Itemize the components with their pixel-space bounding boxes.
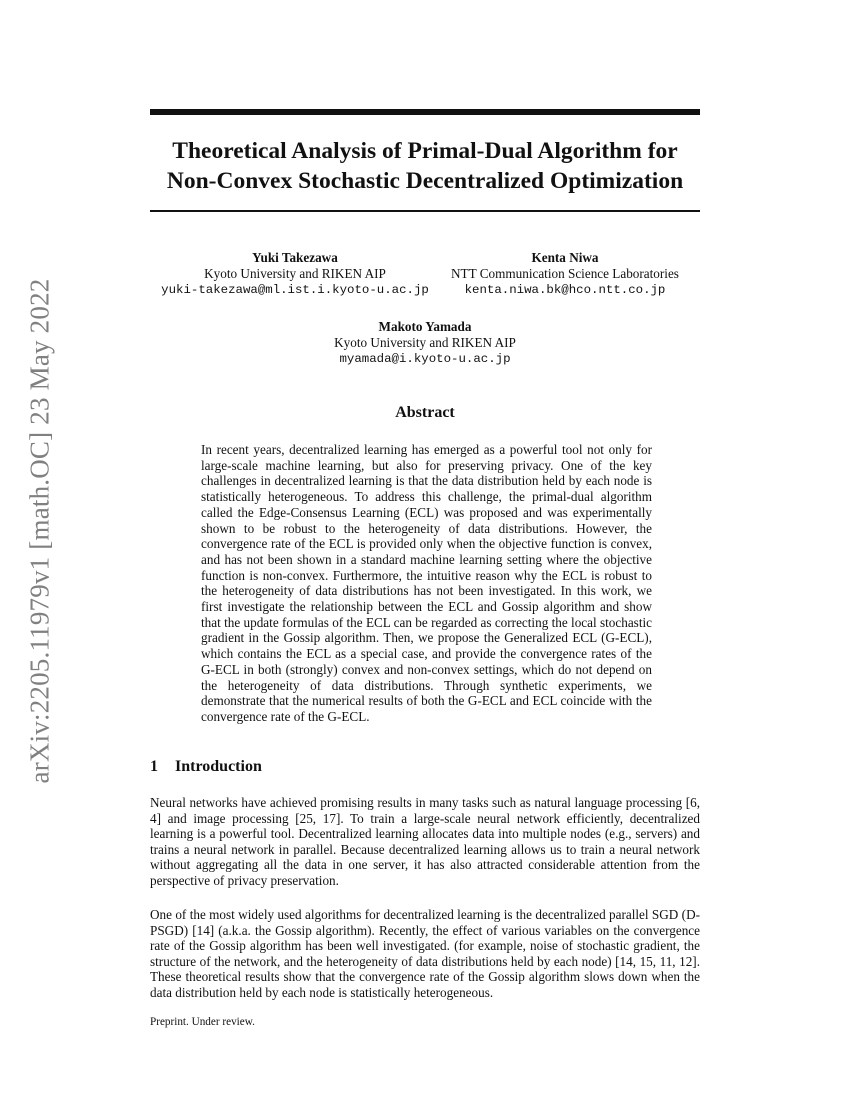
author-email: myamada@i.kyoto-u.ac.jp	[339, 352, 511, 366]
author-name: Makoto Yamada	[378, 319, 472, 334]
author-affiliation: NTT Communication Science Laboratories	[451, 266, 679, 281]
section-heading	[150, 758, 262, 776]
title-bottom-rule	[150, 210, 700, 212]
footer-note: Preprint. Under review.	[150, 1016, 255, 1028]
abstract-text: In recent years, decentralized learning has emerged as a powerful tool not only for large-scale machine learning, but also for preserving privacy. One of the key challenges in decentralized learning is that the data distribution held by each node is statistically heterogeneous. To address this challenge, the primal-dual algorithm called the Edge-Consensus Learning (ECL) was proposed and was experimentally shown to be robust to the heterogeneity of data distributions. However, the convergence rate of the ECL is provided only when the objective function is convex, and has not been shown in a standard machine learning setting where the objective function is non-convex. Furthermore, the intuitive reason why the ECL is robust to the heterogeneity of data distributions has not been investigated. In this work, we first investigate the relationship between the ECL and Gossip algorithm and show that the update formulas of the ECL can be regarded as correcting the local stochastic gradient in the Gossip algorithm. Then, we propose the Generalized ECL (G-ECL), which contains the ECL as a special case, and provide the convergence rates of the G-ECL in both (strongly) convex and non-convex settings, which do not depend on the heterogeneity of data distributions. Through synthetic experiments, we demonstrate that the numerical results of both the G-ECL and ECL coincide with the convergence rate of the G-ECL.	[201, 442, 652, 724]
body-paragraph: One of the most widely used algorithms for decentralized learning is the decentralized parallel SGD (D-PSGD) [14] (a.k.a. the Gossip algorithm). Recently, the effect of various variables on the convergence rate of the Gossip algorithm has been well investigated. (for example, noise of stochastic gradient, the structure of the network, and the heterogeneity of data distributions held by each node) [14, 15, 11, 12]. These theoretical results show that the convergence rate of the Gossip algorithm slows down when the data distribution held by each node is statistically heterogeneous.	[150, 907, 700, 1000]
author-name: Kenta Niwa	[531, 250, 599, 265]
author-block-1	[150, 250, 440, 298]
section-title: Introduction	[175, 758, 262, 775]
section-number: 1	[150, 758, 158, 775]
author-name: Yuki Takezawa	[252, 250, 338, 265]
author-affiliation: Kyoto University and RIKEN AIP	[334, 335, 516, 350]
author-email: yuki-takezawa@ml.ist.i.kyoto-u.ac.jp	[161, 283, 429, 297]
abstract-heading: Abstract	[395, 404, 455, 421]
author-email: kenta.niwa.bk@hco.ntt.co.jp	[464, 283, 666, 297]
paper-title: Theoretical Analysis of Primal-Dual Algorithm for Non-Convex Stochastic Decentralized Optimization	[166, 138, 684, 194]
body-paragraph: Neural networks have achieved promising results in many tasks such as natural language processing [6, 4] and image processing [25, 17]. To train a large-scale neural network efficiently, decentralized learning is a powerful tool. Decentralized learning allocates data into multiple nodes (e.g., servers) and trains a neural network in parallel. Because decentralized learning allows us to train a neural network without aggregating all the data in one server, it has also attracted considerable attention from the perspective of privacy preservation.	[150, 795, 700, 888]
arxiv-identifier: arXiv:2205.11979v1 [math.OC] 23 May 2022	[24, 278, 55, 784]
author-block-2	[440, 250, 690, 298]
author-block-3	[150, 319, 700, 367]
author-affiliation: Kyoto University and RIKEN AIP	[204, 266, 386, 281]
title-top-rule	[150, 109, 700, 115]
